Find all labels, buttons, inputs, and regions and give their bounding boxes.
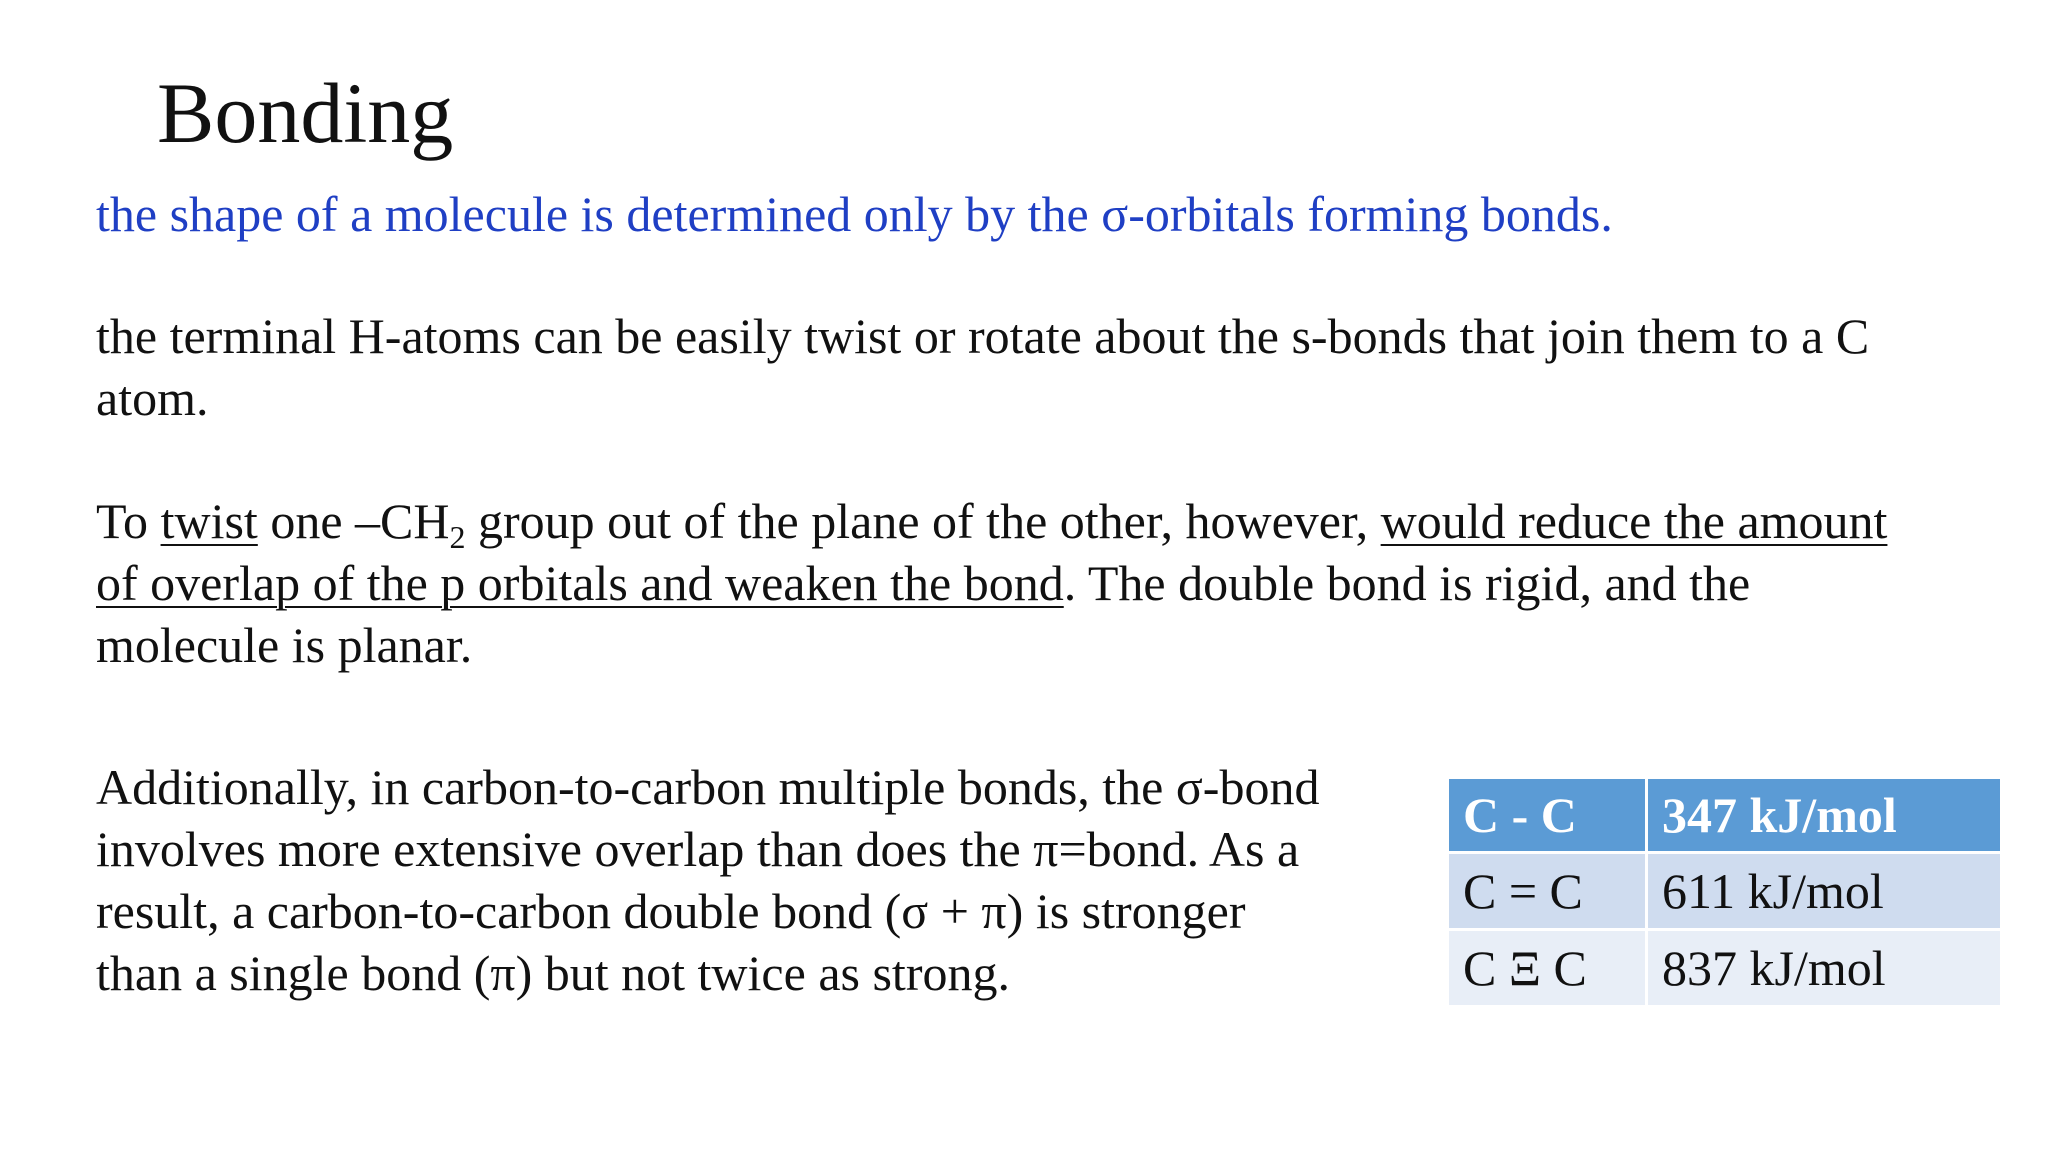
twist-text-4: group out of the plane of the other, however,	[465, 493, 1381, 549]
twist-text-1: To	[96, 493, 161, 549]
bond-cell: C = C	[1448, 853, 1647, 930]
shape-statement: the shape of a molecule is determined only by the σ-orbitals forming bonds.	[96, 186, 1613, 242]
terminal-atoms-paragraph: the terminal H-atoms can be easily twist or rotate about the s-bonds that join them to a C atom.	[96, 308, 1870, 426]
twist-paragraph	[96, 490, 1916, 676]
twist-text-3: one –CH	[257, 493, 450, 549]
bond-cell: C Ξ C	[1448, 930, 1647, 1007]
energy-cell: 837 kJ/mol	[1647, 930, 2002, 1007]
table-header-row	[1448, 778, 2002, 853]
header-energy-cell: 347 kJ/mol	[1647, 778, 2002, 853]
twist-underlined-word: twist	[160, 493, 258, 549]
slide-title: Bonding	[157, 65, 454, 161]
header-bond-cell: C - C	[1448, 778, 1647, 853]
table-row	[1448, 930, 2002, 1007]
bond-energy-table	[1446, 776, 2003, 1008]
twist-text-6: . The double bond is rigid, and the molecule is planar.	[96, 555, 1751, 673]
table-row	[1448, 853, 2002, 930]
energy-cell: 611 kJ/mol	[1647, 853, 2002, 930]
multiple-bonds-paragraph: Additionally, in carbon-to-carbon multiple bonds, the σ-bond involves more extensive overlap than does the π=bond. As a result, a carbon-to-carbon double bond (σ + π) is stronger than a single bond (π) but not twice as strong.	[96, 759, 1320, 1001]
overlap-underlined-phrase: would reduce the amount of overlap of the p orbitals and weaken the bond	[96, 493, 1888, 611]
ch2-subscript: 2	[449, 519, 466, 555]
